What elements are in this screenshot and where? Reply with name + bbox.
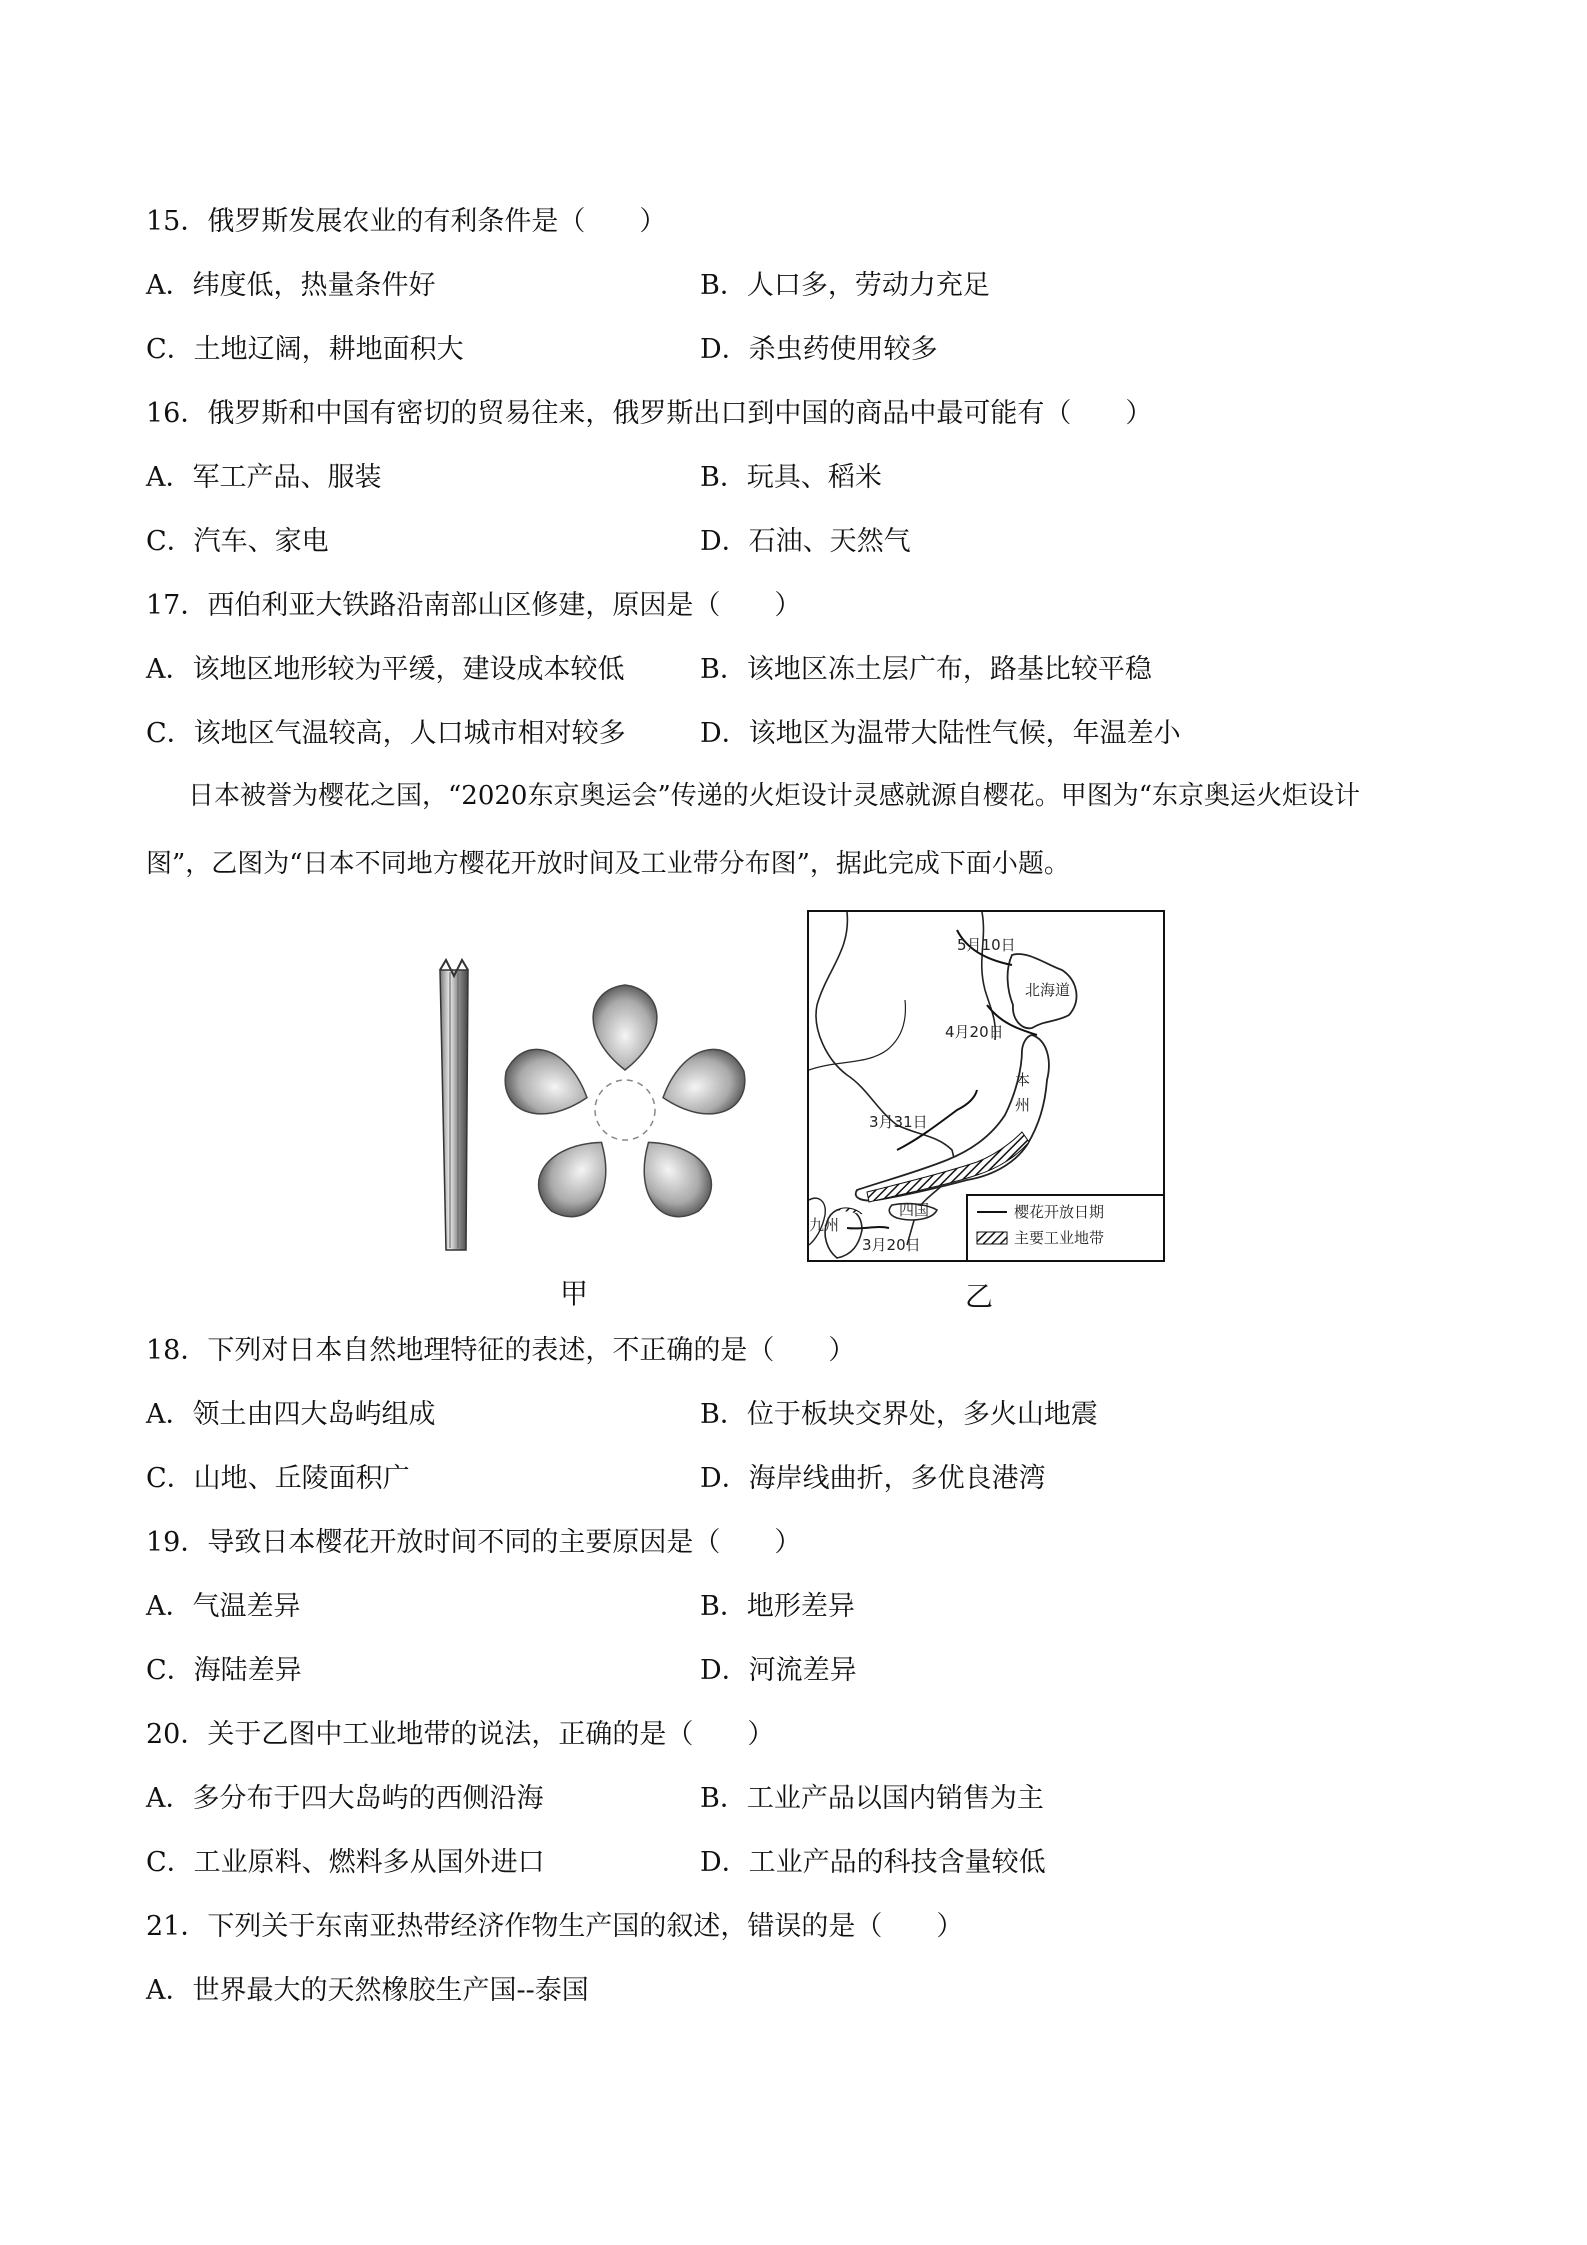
q19-option-b: B．地形差异 [700,1591,855,1622]
q18-option-d: D．海岸线曲折，多优良港湾 [700,1463,1046,1494]
torch-design-figure [420,950,750,1270]
question-21-stem: 21．下列关于东南亚热带经济作物生产国的叙述，错误的是（ ） [146,1911,964,1942]
map-region-label: 本 [1015,1071,1031,1089]
question-19-stem: 19．导致日本樱花开放时间不同的主要原因是（ ） [146,1527,802,1558]
q18-option-a: A．领土由四大岛屿组成 [146,1399,436,1430]
question-15-stem: 15．俄罗斯发展农业的有利条件是（ ） [146,206,667,237]
q15-option-b: B．人口多，劳动力充足 [700,270,990,301]
question-16-stem: 16．俄罗斯和中国有密切的贸易往来，俄罗斯出口到中国的商品中最可能有（ ） [146,398,1153,429]
q16-option-d: D．石油、天然气 [700,526,911,557]
q20-option-d: D．工业产品的科技含量较低 [700,1847,1046,1878]
map-region-label: 北海道 [1025,981,1071,999]
map-region-label: 州 [1015,1096,1031,1114]
figure-label-jia: 甲 [560,1277,589,1310]
japan-sakura-map [807,910,1165,1262]
q17-option-a: A．该地区地形较为平缓，建设成本较低 [146,654,625,685]
q20-option-c: C．工业原料、燃料多从国外进口 [146,1847,545,1878]
q19-option-d: D．河流差异 [700,1655,857,1686]
q15-option-d: D．杀虫药使用较多 [700,334,938,365]
q20-option-b: B．工业产品以国内销售为主 [700,1783,1044,1814]
q16-option-b: B．玩具、稻米 [700,462,882,493]
sakura-flower-icon [496,985,750,1230]
legend-sakura-date: 樱花开放日期 [1014,1203,1105,1221]
q18-option-c: C．山地、丘陵面积广 [146,1463,410,1494]
q19-option-a: A．气温差异 [146,1591,301,1622]
q17-option-b: B．该地区冻土层广布，路基比较平稳 [700,654,1152,685]
q18-option-b: B．位于板块交界处，多火山地震 [700,1399,1098,1430]
question-18-stem: 18．下列对日本自然地理特征的表述，不正确的是（ ） [146,1335,856,1366]
intro-line-1: 日本被誉为樱花之国，“2020东京奥运会”传递的火炬设计灵感就源自樱花。甲图为“东京奥运火炬设计 [188,781,1361,811]
map-region-label: 四国 [899,1201,930,1219]
figure-label-yi: 乙 [965,1280,994,1313]
q16-option-a: A．军工产品、服装 [146,462,382,493]
q15-option-a: A．纬度低，热量条件好 [146,270,436,301]
intro-line-2: 图”，乙图为“日本不同地方樱花开放时间及工业带分布图”，据此完成下面小题。 [146,849,1070,879]
map-date-label: 5月10日 [957,936,1016,954]
map-region-label: 九州 [809,1216,840,1234]
map-date-label: 3月20日 [862,1236,921,1254]
q20-option-a: A．多分布于四大岛屿的西侧沿海 [146,1783,544,1814]
question-17-stem: 17．西伯利亚大铁路沿南部山区修建，原因是（ ） [146,590,802,621]
legend-hatch-icon [977,1232,1007,1244]
q21-option-a: A．世界最大的天然橡胶生产国--泰国 [146,1975,589,2006]
q17-option-c: C．该地区气温较高，人口城市相对较多 [146,718,626,749]
q19-option-c: C．海陆差异 [146,1655,302,1686]
legend-industrial-belt: 主要工业地带 [1014,1229,1105,1247]
torch-icon [440,960,468,1250]
q16-option-c: C．汽车、家电 [146,526,329,557]
map-date-label: 3月31日 [869,1113,928,1131]
question-20-stem: 20．关于乙图中工业地带的说法，正确的是（ ） [146,1719,775,1750]
q15-option-c: C．土地辽阔，耕地面积大 [146,334,464,365]
map-date-label: 4月20日 [945,1023,1004,1041]
q17-option-d: D．该地区为温带大陆性气候，年温差小 [700,718,1181,749]
